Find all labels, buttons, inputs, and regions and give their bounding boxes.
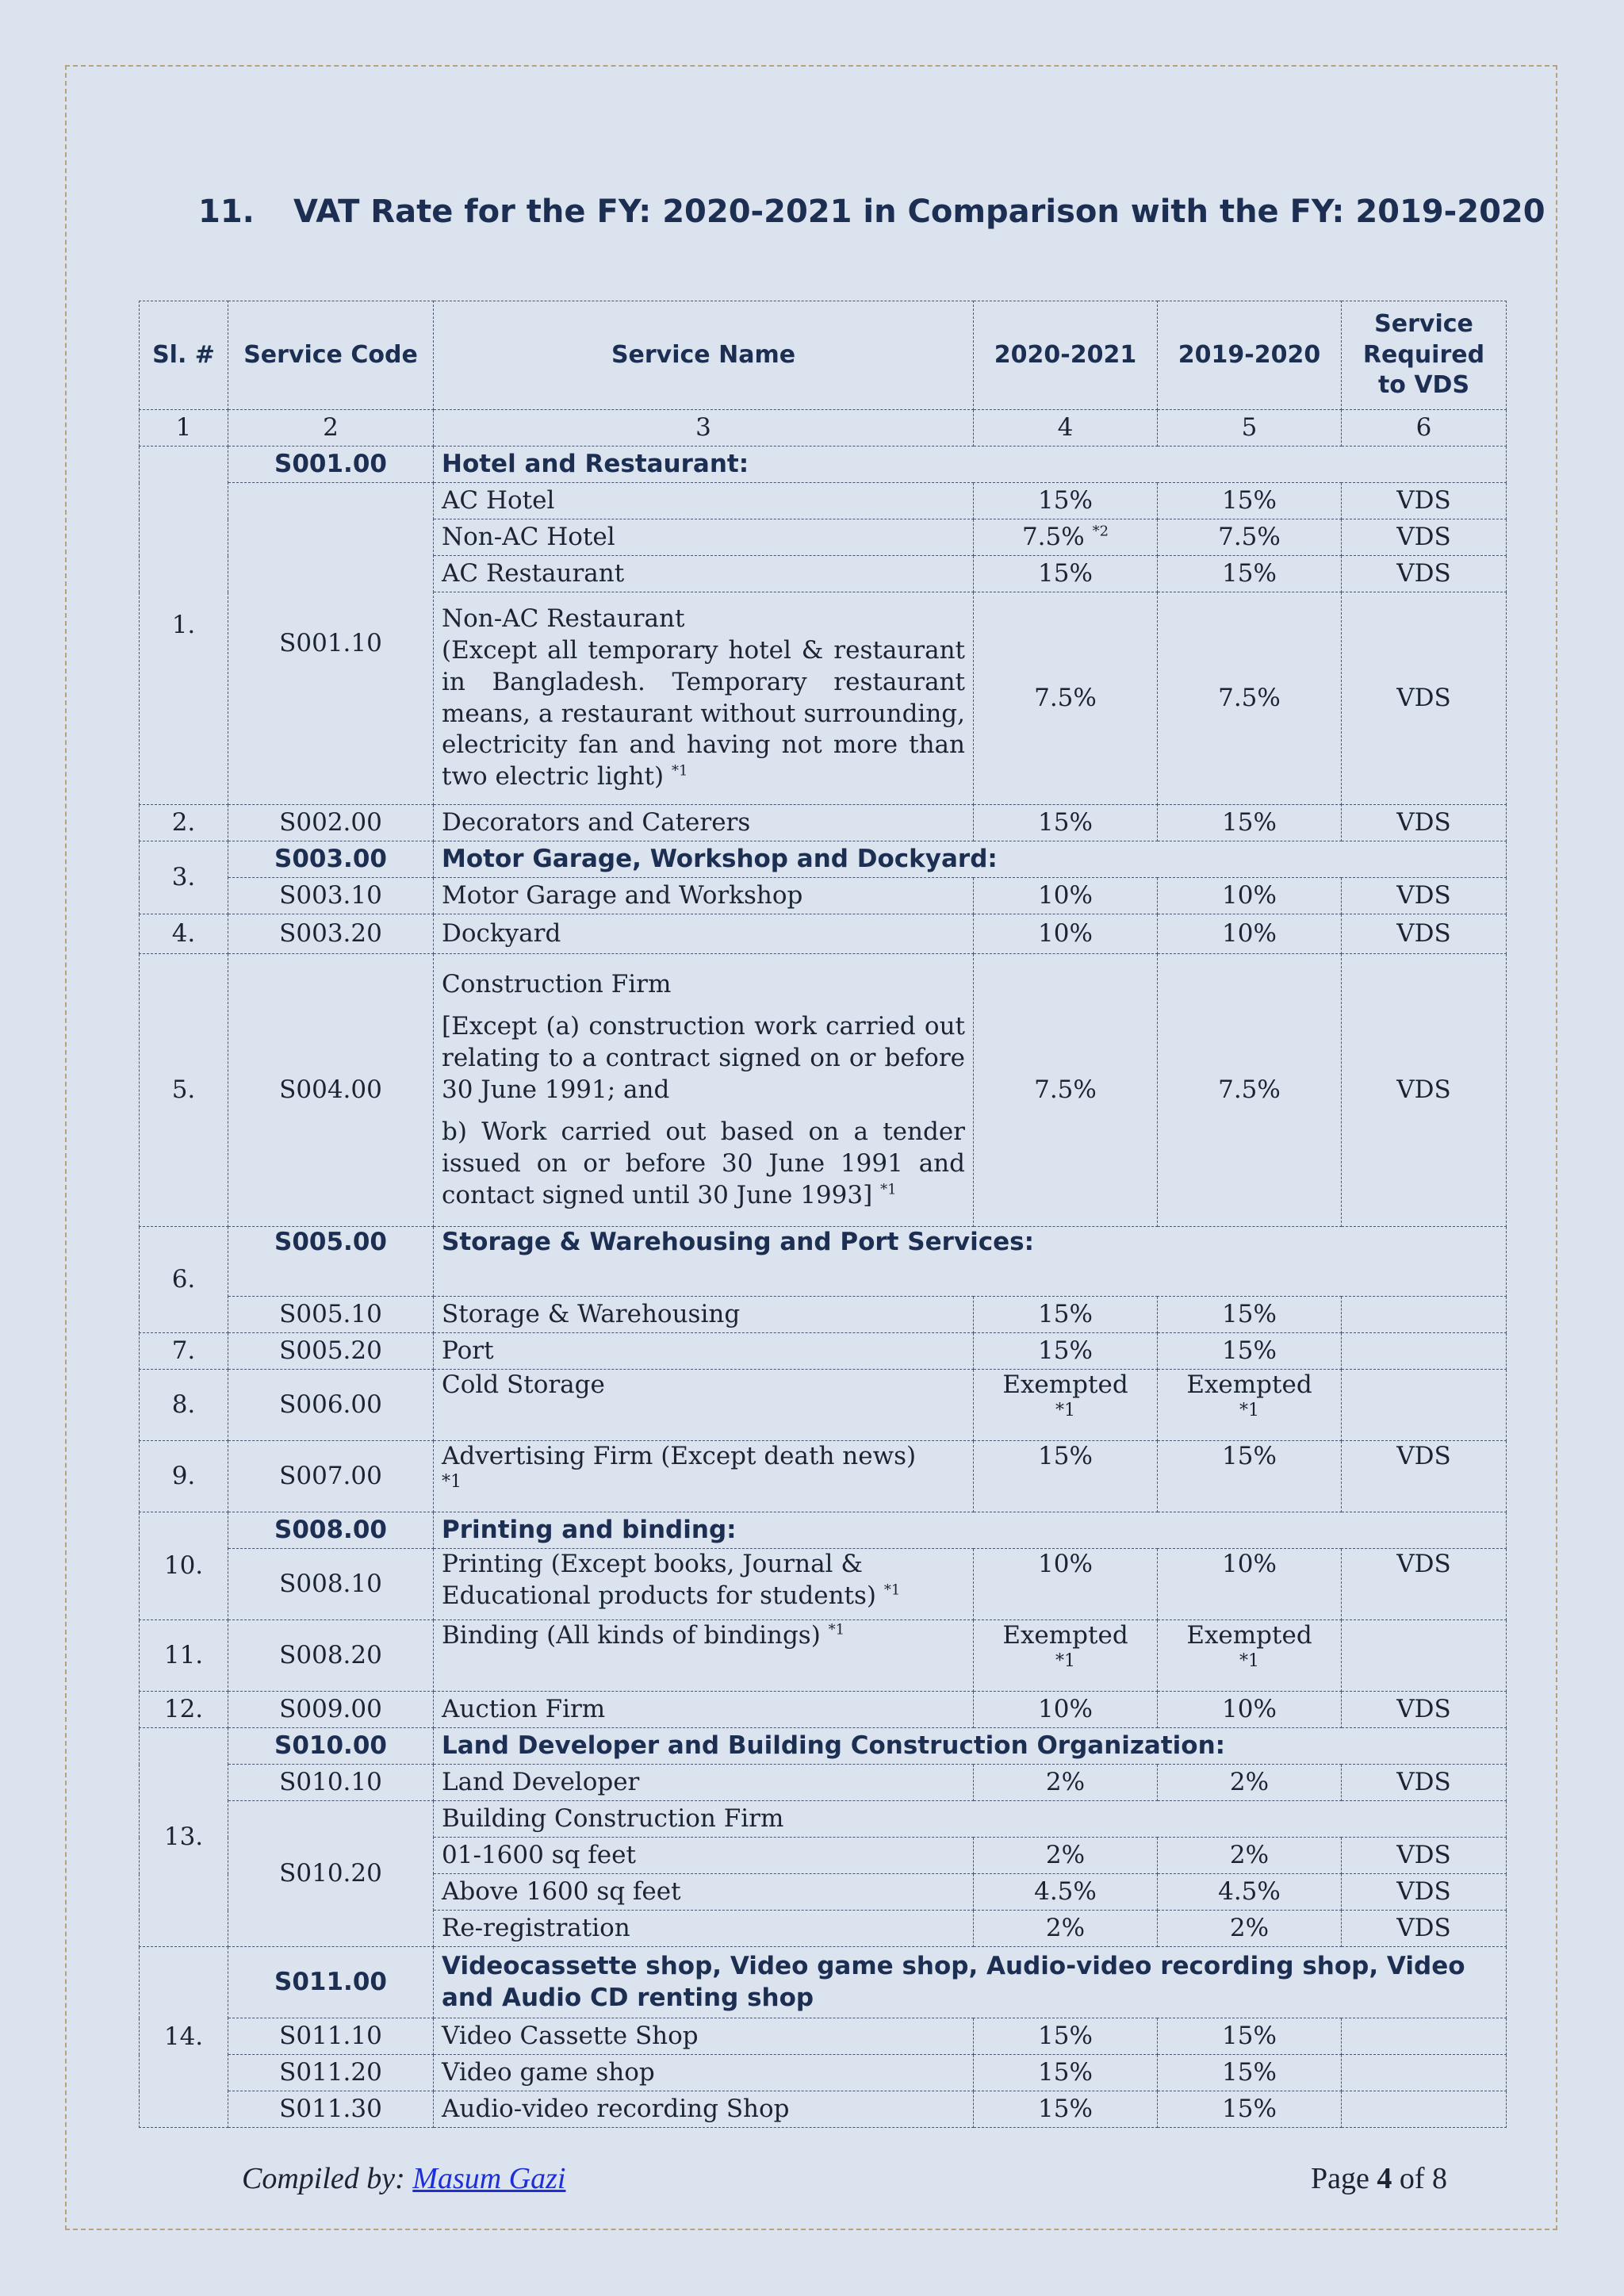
header-cell: Service Code bbox=[228, 301, 434, 410]
service-code: S009.00 bbox=[228, 1692, 434, 1728]
rate-2019-2020: 10% bbox=[1158, 1549, 1342, 1620]
rate-2019-2020: 2% bbox=[1158, 1911, 1342, 1947]
serial-number: 7. bbox=[140, 1333, 228, 1370]
service-name: Cold Storage bbox=[434, 1370, 974, 1441]
rate-value: Exempted bbox=[1186, 1370, 1312, 1399]
serial-number: 2. bbox=[140, 805, 228, 841]
service-title: Printing (Except books, Journal & Educational products for students) bbox=[442, 1550, 877, 1610]
vds-required: VDS bbox=[1342, 1911, 1507, 1947]
column-number: 2 bbox=[228, 410, 434, 447]
footnote-marker: *1 bbox=[1055, 1400, 1075, 1420]
vds-required: VDS bbox=[1342, 954, 1507, 1227]
serial-number: 6. bbox=[140, 1227, 228, 1333]
rate-2020-2021: 15% bbox=[974, 2055, 1158, 2091]
service-name bbox=[434, 1549, 974, 1620]
page-prefix: Page bbox=[1310, 2162, 1369, 2195]
service-name bbox=[434, 954, 974, 1227]
table-row bbox=[140, 447, 1507, 483]
vds-required: VDS bbox=[1342, 592, 1507, 805]
service-name: Re-registration bbox=[434, 1911, 974, 1947]
vds-required: VDS bbox=[1342, 1549, 1507, 1620]
rate-2020-2021: 15% bbox=[974, 1297, 1158, 1333]
serial-number: 10. bbox=[140, 1512, 228, 1620]
service-title: Non-AC Restaurant bbox=[442, 604, 685, 634]
table-row bbox=[140, 1765, 1507, 1801]
service-name: AC Restaurant bbox=[434, 556, 974, 592]
vds-required bbox=[1342, 2091, 1507, 2128]
rate-2020-2021 bbox=[974, 519, 1158, 556]
rate-2020-2021: 2% bbox=[974, 1838, 1158, 1874]
page-number bbox=[1311, 2161, 1447, 2196]
vds-required: VDS bbox=[1342, 878, 1507, 914]
service-code: S002.00 bbox=[228, 805, 434, 841]
footnote-marker: *1 bbox=[1239, 1650, 1259, 1671]
rate-2020-2021 bbox=[974, 1370, 1158, 1441]
table-row bbox=[140, 1549, 1507, 1620]
rate-2020-2021: 10% bbox=[974, 878, 1158, 914]
rate-2020-2021: 10% bbox=[974, 1692, 1158, 1728]
column-number: 4 bbox=[974, 410, 1158, 447]
rate-2019-2020: 15% bbox=[1158, 483, 1342, 519]
rate-2019-2020: 15% bbox=[1158, 1297, 1342, 1333]
header-cell: Service Required to VDS bbox=[1342, 301, 1507, 410]
service-name: Decorators and Caterers bbox=[434, 805, 974, 841]
section-heading bbox=[198, 194, 1545, 230]
service-title: Binding (All kinds of bindings) bbox=[442, 1621, 821, 1650]
table-row bbox=[140, 1297, 1507, 1333]
service-name: Video game shop bbox=[434, 2055, 974, 2091]
column-number-row bbox=[140, 410, 1507, 447]
rate-2019-2020: 4.5% bbox=[1158, 1874, 1342, 1911]
table-row bbox=[140, 1370, 1507, 1441]
compiled-label: Compiled by: bbox=[242, 2162, 405, 2195]
group-name: Videocassette shop, Video game shop, Audio-video recording shop, Video and Audio CD renting shop bbox=[434, 1947, 1507, 2018]
rate-2020-2021: 10% bbox=[974, 1549, 1158, 1620]
service-name bbox=[434, 1620, 974, 1692]
page-of: of bbox=[1399, 2162, 1425, 2195]
header-row bbox=[140, 301, 1507, 410]
group-name: Hotel and Restaurant: bbox=[434, 447, 1507, 483]
rate-2019-2020: 15% bbox=[1158, 1333, 1342, 1370]
rate-2020-2021: 15% bbox=[974, 483, 1158, 519]
vds-required bbox=[1342, 1333, 1507, 1370]
column-number: 5 bbox=[1158, 410, 1342, 447]
table-row bbox=[140, 1728, 1507, 1765]
rate-2020-2021: 15% bbox=[974, 1441, 1158, 1512]
rate-2019-2020: 7.5% bbox=[1158, 519, 1342, 556]
column-number: 3 bbox=[434, 410, 974, 447]
serial-number: 14. bbox=[140, 1947, 228, 2128]
rate-2020-2021: 15% bbox=[974, 2018, 1158, 2055]
rate-2020-2021: 4.5% bbox=[974, 1874, 1158, 1911]
table-row bbox=[140, 2018, 1507, 2055]
footnote-marker: *1 bbox=[1055, 1650, 1075, 1671]
rate-2020-2021: 15% bbox=[974, 1333, 1158, 1370]
serial-number: 4. bbox=[140, 914, 228, 954]
group-name: Land Developer and Building Construction Organization: bbox=[434, 1728, 1507, 1765]
header-cell: Sl. # bbox=[140, 301, 228, 410]
footnote-marker: *1 bbox=[671, 762, 688, 780]
footer-compiled-by bbox=[242, 2161, 565, 2196]
table-row bbox=[140, 914, 1507, 954]
serial-number: 12. bbox=[140, 1692, 228, 1728]
rate-2019-2020 bbox=[1158, 1620, 1342, 1692]
rate-2019-2020: 15% bbox=[1158, 1441, 1342, 1512]
service-name: Audio-video recording Shop bbox=[434, 2091, 974, 2128]
group-name: Storage & Warehousing and Port Services: bbox=[434, 1227, 1507, 1297]
service-name: AC Hotel bbox=[434, 483, 974, 519]
vds-required: VDS bbox=[1342, 805, 1507, 841]
rate-2019-2020: 7.5% bbox=[1158, 954, 1342, 1227]
service-description: [Except (a) construction work carried out relating to a contract signed on or before 30 June 1991; and bbox=[442, 1012, 965, 1104]
service-code: S001.10 bbox=[228, 483, 434, 805]
service-code: S010.10 bbox=[228, 1765, 434, 1801]
rate-value: 7.5% bbox=[1021, 522, 1085, 551]
group-code: S011.00 bbox=[228, 1947, 434, 2018]
rate-2020-2021: 7.5% bbox=[974, 592, 1158, 805]
page-total: 8 bbox=[1432, 2162, 1447, 2195]
table-row bbox=[140, 805, 1507, 841]
service-description: (Except all temporary hotel & restaurant in Bangladesh. Temporary restaurant means, a restaurant without surrounding, electricity fan and having not more than two electric light) bbox=[442, 636, 965, 791]
service-name: Auction Firm bbox=[434, 1692, 974, 1728]
footnote-marker: *2 bbox=[1092, 523, 1109, 540]
table-row bbox=[140, 1692, 1507, 1728]
vds-required bbox=[1342, 2055, 1507, 2091]
table-row bbox=[140, 1227, 1507, 1297]
vat-rate-table bbox=[139, 301, 1507, 2128]
page-current: 4 bbox=[1377, 2162, 1392, 2195]
rate-2019-2020: 10% bbox=[1158, 1692, 1342, 1728]
vds-required: VDS bbox=[1342, 914, 1507, 954]
vds-required bbox=[1342, 2018, 1507, 2055]
service-name: Port bbox=[434, 1333, 974, 1370]
serial-number: 5. bbox=[140, 954, 228, 1227]
header-cell: Service Name bbox=[434, 301, 974, 410]
group-code: S010.00 bbox=[228, 1728, 434, 1765]
paragraph-gap bbox=[442, 1000, 965, 1011]
rate-value: Exempted bbox=[1002, 1621, 1128, 1650]
table-row bbox=[140, 2055, 1507, 2091]
service-name: Building Construction Firm bbox=[434, 1801, 1507, 1838]
rate-2019-2020: 2% bbox=[1158, 1765, 1342, 1801]
service-name: Motor Garage and Workshop bbox=[434, 878, 974, 914]
rate-2020-2021 bbox=[974, 1620, 1158, 1692]
rate-2020-2021: 15% bbox=[974, 805, 1158, 841]
service-code: S010.20 bbox=[228, 1801, 434, 1947]
service-name: Above 1600 sq feet bbox=[434, 1874, 974, 1911]
table-row bbox=[140, 954, 1507, 1227]
section-title: VAT Rate for the FY: 2020-2021 in Comparison with the FY: 2019-2020 bbox=[293, 194, 1545, 230]
service-code: S007.00 bbox=[228, 1441, 434, 1512]
group-code: S003.00 bbox=[228, 841, 434, 878]
service-code: S006.00 bbox=[228, 1370, 434, 1441]
footnote-marker: *1 bbox=[1239, 1400, 1259, 1420]
service-title: Advertising Firm (Except death news) bbox=[442, 1442, 917, 1470]
service-name: Dockyard bbox=[434, 914, 974, 954]
vds-required: VDS bbox=[1342, 1838, 1507, 1874]
rate-2020-2021: 15% bbox=[974, 556, 1158, 592]
rate-2020-2021: 2% bbox=[974, 1911, 1158, 1947]
service-description: b) Work carried out based on a tender issued on or before 30 June 1991 and contact signed until 30 June 1993] bbox=[442, 1117, 965, 1209]
serial-number: 9. bbox=[140, 1441, 228, 1512]
service-name: Storage & Warehousing bbox=[434, 1297, 974, 1333]
table-row bbox=[140, 1512, 1507, 1549]
column-number: 6 bbox=[1342, 410, 1507, 447]
table-row bbox=[140, 1333, 1507, 1370]
vds-required: VDS bbox=[1342, 1874, 1507, 1911]
vds-required bbox=[1342, 1620, 1507, 1692]
paragraph-gap bbox=[442, 1106, 965, 1117]
service-code: S011.10 bbox=[228, 2018, 434, 2055]
vds-required: VDS bbox=[1342, 1441, 1507, 1512]
table-row bbox=[140, 1620, 1507, 1692]
vds-required: VDS bbox=[1342, 519, 1507, 556]
header-cell: 2020-2021 bbox=[974, 301, 1158, 410]
rate-value: Exempted bbox=[1002, 1370, 1128, 1399]
table-row bbox=[140, 2091, 1507, 2128]
service-code: S011.20 bbox=[228, 2055, 434, 2091]
serial-number: 11. bbox=[140, 1620, 228, 1692]
service-code: S005.20 bbox=[228, 1333, 434, 1370]
rate-2019-2020: 15% bbox=[1158, 805, 1342, 841]
rate-2019-2020: 10% bbox=[1158, 914, 1342, 954]
service-code: S011.30 bbox=[228, 2091, 434, 2128]
footnote-marker: *1 bbox=[442, 1471, 462, 1492]
rate-2020-2021: 2% bbox=[974, 1765, 1158, 1801]
service-title: Construction Firm bbox=[442, 969, 672, 999]
table-row bbox=[140, 878, 1507, 914]
group-name: Motor Garage, Workshop and Dockyard: bbox=[434, 841, 1507, 878]
table-row bbox=[140, 841, 1507, 878]
header-cell: 2019-2020 bbox=[1158, 301, 1342, 410]
footnote-marker: *1 bbox=[828, 1621, 845, 1639]
group-name: Printing and binding: bbox=[434, 1512, 1507, 1549]
rate-2019-2020: 2% bbox=[1158, 1838, 1342, 1874]
rate-2019-2020: 15% bbox=[1158, 2018, 1342, 2055]
rate-value: Exempted bbox=[1186, 1621, 1312, 1650]
service-code: S005.10 bbox=[228, 1297, 434, 1333]
service-name bbox=[434, 1441, 974, 1512]
service-code: S008.20 bbox=[228, 1620, 434, 1692]
vds-required: VDS bbox=[1342, 483, 1507, 519]
rate-2020-2021: 10% bbox=[974, 914, 1158, 954]
serial-number: 1. bbox=[140, 447, 228, 805]
table-row bbox=[140, 483, 1507, 519]
rate-2019-2020: 7.5% bbox=[1158, 592, 1342, 805]
service-code: S003.10 bbox=[228, 878, 434, 914]
service-name: Non-AC Hotel bbox=[434, 519, 974, 556]
vds-required: VDS bbox=[1342, 1765, 1507, 1801]
serial-number: 8. bbox=[140, 1370, 228, 1441]
table-row bbox=[140, 1441, 1507, 1512]
group-code: S005.00 bbox=[228, 1227, 434, 1297]
table-row bbox=[140, 1801, 1507, 1838]
author-link[interactable]: Masum Gazi bbox=[412, 2162, 566, 2195]
footnote-marker: *1 bbox=[883, 1581, 901, 1599]
group-code: S001.00 bbox=[228, 447, 434, 483]
service-name: Video Cassette Shop bbox=[434, 2018, 974, 2055]
group-code: S008.00 bbox=[228, 1512, 434, 1549]
rate-2019-2020: 10% bbox=[1158, 878, 1342, 914]
vds-required: VDS bbox=[1342, 1692, 1507, 1728]
service-name: Land Developer bbox=[434, 1765, 974, 1801]
serial-number: 3. bbox=[140, 841, 228, 914]
service-code: S004.00 bbox=[228, 954, 434, 1227]
vds-required bbox=[1342, 1370, 1507, 1441]
section-number: 11. bbox=[198, 194, 255, 230]
rate-2019-2020: 15% bbox=[1158, 2055, 1342, 2091]
rate-2019-2020: 15% bbox=[1158, 556, 1342, 592]
service-code: S008.10 bbox=[228, 1549, 434, 1620]
rate-2020-2021: 15% bbox=[974, 2091, 1158, 2128]
rate-2019-2020 bbox=[1158, 1370, 1342, 1441]
vds-required bbox=[1342, 1297, 1507, 1333]
rate-2020-2021: 7.5% bbox=[974, 954, 1158, 1227]
serial-number: 13. bbox=[140, 1728, 228, 1947]
vds-required: VDS bbox=[1342, 556, 1507, 592]
service-code: S003.20 bbox=[228, 914, 434, 954]
service-name: 01-1600 sq feet bbox=[434, 1838, 974, 1874]
footnote-marker: *1 bbox=[880, 1181, 897, 1198]
table-row bbox=[140, 1947, 1507, 2018]
column-number: 1 bbox=[140, 410, 228, 447]
rate-2019-2020: 15% bbox=[1158, 2091, 1342, 2128]
service-name bbox=[434, 592, 974, 805]
